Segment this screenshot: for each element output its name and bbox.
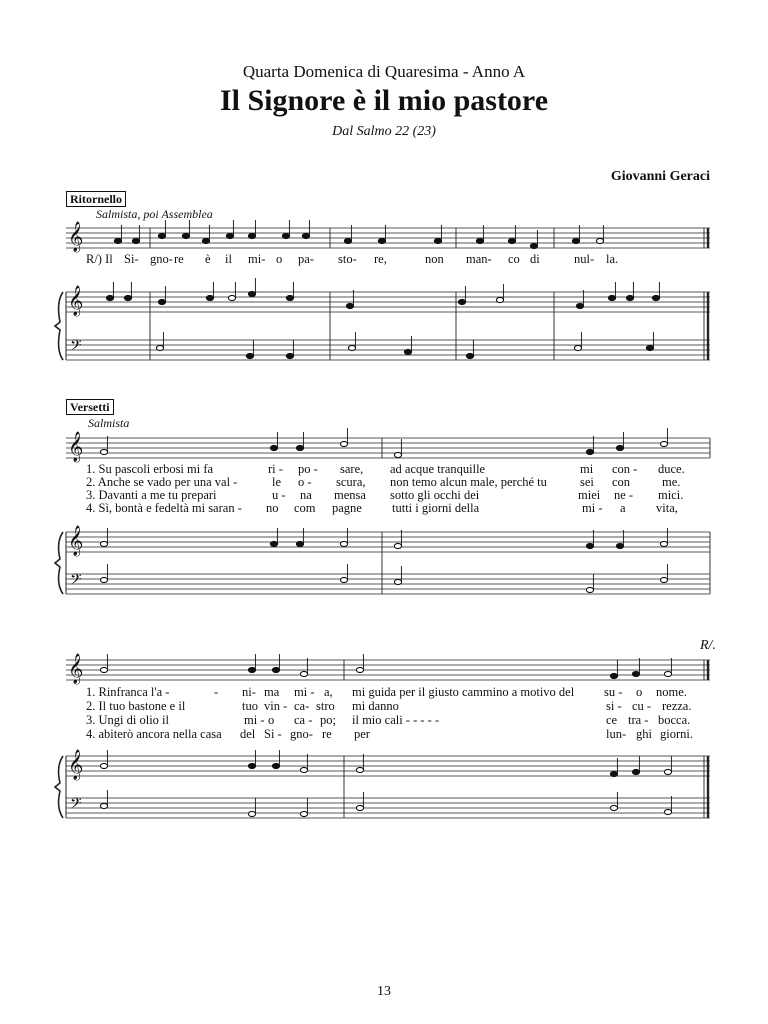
note-head <box>248 667 255 672</box>
note-head <box>340 577 347 582</box>
verse-text: mi - <box>244 713 265 727</box>
note-head <box>300 767 307 772</box>
verse-text: ma <box>264 685 280 699</box>
verse-text: na <box>300 488 312 502</box>
verse-text: sotto gli occhi dei <box>390 488 480 502</box>
lyric-syllable: co <box>508 252 520 266</box>
page-number: 13 <box>377 984 391 999</box>
note-head <box>100 763 107 768</box>
treble-clef-icon: 𝄞 <box>68 432 84 462</box>
note-head <box>574 345 581 350</box>
verse-text: rezza. <box>662 699 692 713</box>
verse-text: le <box>272 475 282 489</box>
lyric-syllable: man- <box>466 252 492 266</box>
psalm-reference: Dal Salmo 22 (23) <box>332 124 436 139</box>
versetti-label: Versetti <box>66 399 114 415</box>
note-head <box>394 579 401 584</box>
verse-text: mi - <box>582 501 603 515</box>
bass-clef-icon: 𝄢 <box>70 571 82 592</box>
verse-text: cu - <box>632 699 652 713</box>
verse-text: po - <box>298 462 318 476</box>
bass-clef-icon: 𝄢 <box>70 337 82 358</box>
verse-text: con - <box>612 462 638 476</box>
verse-text: ca- <box>294 699 310 713</box>
note-head <box>100 667 107 672</box>
verse-text: ghi <box>636 727 652 741</box>
verse-text: com <box>294 501 316 515</box>
verse-text: Si - <box>264 727 282 741</box>
verse-text: 2. Anche se vado per una val - <box>86 475 238 489</box>
verse-text: mi - <box>294 685 315 699</box>
note-head <box>394 543 401 548</box>
note-head <box>496 297 503 302</box>
verse-text: miei <box>578 488 601 502</box>
note-head <box>356 767 363 772</box>
note-head <box>576 303 583 308</box>
lyric-syllable: non <box>425 252 444 266</box>
verse-text: lun- <box>606 727 627 741</box>
note-head <box>458 299 465 304</box>
note-head <box>664 671 671 676</box>
note-head <box>664 769 671 774</box>
verse-text: tra - <box>628 713 649 727</box>
note-head <box>248 233 255 238</box>
lyric-syllable: o <box>276 252 283 266</box>
verse-text: duce. <box>658 462 685 476</box>
note-head <box>660 577 667 582</box>
verse-text: nome. <box>656 685 687 699</box>
note-head <box>646 345 653 350</box>
verse-text: giorni. <box>660 727 693 741</box>
verse-text: po; <box>320 713 336 727</box>
verse-text: ce <box>606 713 618 727</box>
note-head <box>616 543 623 548</box>
verse-text: 4. abiterò ancora nella casa <box>86 727 222 741</box>
lyric-syllable: sto- <box>338 252 357 266</box>
verse-text: mici. <box>658 488 684 502</box>
verse-text: a <box>620 501 626 515</box>
verse-text: non temo alcun male, perché tu <box>390 475 547 489</box>
note-head <box>596 238 603 243</box>
verse-text: stro <box>316 699 335 713</box>
verse-text: ni- <box>242 685 256 699</box>
verse-text: scura, <box>336 475 366 489</box>
verse-text: 1. Su pascoli erbosi mi fa <box>86 462 214 476</box>
note-head <box>608 295 615 300</box>
note-head <box>652 295 659 300</box>
lyric-syllable: nul- <box>574 252 595 266</box>
verse-text: mi danno <box>352 699 399 713</box>
verse-text: sare, <box>340 462 364 476</box>
note-head <box>344 238 351 243</box>
note-head <box>572 238 579 243</box>
note-head <box>158 233 165 238</box>
composer-name: Giovanni Geraci <box>610 169 710 184</box>
verse-text: 1. Rinfranca l'a - <box>86 685 170 699</box>
lyric-syllable: pa- <box>298 252 314 266</box>
bass-clef-icon: 𝄢 <box>70 795 82 816</box>
treble-clef-icon: 𝄞 <box>68 750 84 780</box>
note-head <box>248 763 255 768</box>
note-head <box>272 763 279 768</box>
note-head <box>100 803 107 808</box>
note-head <box>586 543 593 548</box>
note-head <box>508 238 515 243</box>
lyric-syllable: gno- <box>150 252 173 266</box>
note-head <box>206 295 213 300</box>
note-head <box>272 667 279 672</box>
note-head <box>348 345 355 350</box>
lyric-syllable: R/) Il <box>86 252 113 266</box>
note-head <box>586 449 593 454</box>
note-head <box>300 811 307 816</box>
verse-text: ca - <box>294 713 313 727</box>
verse-text: sei <box>580 475 594 489</box>
note-head <box>632 671 639 676</box>
note-head <box>156 345 163 350</box>
note-head <box>378 238 385 243</box>
verse-text: 4. Sì, bontà e fedeltà mi saran - <box>86 501 242 515</box>
note-head <box>610 771 617 776</box>
verse-text: bocca. <box>658 713 691 727</box>
note-head <box>356 667 363 672</box>
verse-text: tutti i giorni della <box>392 501 480 515</box>
verse-text: 3. Ungi di olio il <box>86 713 169 727</box>
page-title: Il Signore è il mio pastore <box>219 84 549 117</box>
verse-text: - <box>214 685 219 699</box>
verse-text: su - <box>604 685 623 699</box>
verse-text: il mio cali - - - - - <box>352 713 440 727</box>
note-head <box>340 441 347 446</box>
note-head <box>248 291 255 296</box>
verse-text: gno- <box>290 727 313 741</box>
note-head <box>530 243 537 248</box>
note-head <box>664 809 671 814</box>
note-head <box>202 238 209 243</box>
treble-clef-icon: 𝄞 <box>68 222 84 252</box>
note-head <box>610 673 617 678</box>
note-head <box>302 233 309 238</box>
verse-text: re <box>322 727 332 741</box>
note-head <box>660 441 667 446</box>
verse-text: 2. Il tuo bastone e il <box>86 699 186 713</box>
note-head <box>100 449 107 454</box>
verse-text: ad acque tranquille <box>390 462 486 476</box>
verse-text: con <box>612 475 631 489</box>
note-head <box>632 769 639 774</box>
note-head <box>434 238 441 243</box>
lyric-syllable: il <box>225 252 232 266</box>
note-head <box>626 295 633 300</box>
note-head <box>270 541 277 546</box>
note-head <box>282 233 289 238</box>
brace <box>55 532 63 594</box>
verse-text: vita, <box>656 501 678 515</box>
note-head <box>466 353 473 358</box>
brace <box>55 292 63 360</box>
verse-text: o <box>268 713 275 727</box>
note-head <box>300 671 307 676</box>
note-head <box>340 541 347 546</box>
verse-text: u - <box>272 488 286 502</box>
note-head <box>114 238 121 243</box>
note-head <box>394 452 401 457</box>
lyric-syllable: la. <box>606 252 619 266</box>
note-head <box>586 587 593 592</box>
note-head <box>296 445 303 450</box>
note-head <box>286 353 293 358</box>
brace <box>55 756 63 818</box>
treble-clef-icon: 𝄞 <box>68 286 84 316</box>
lyric-syllable: è <box>205 252 211 266</box>
versetti-performer: Salmista <box>88 416 130 430</box>
note-head <box>246 353 253 358</box>
ritornello-label: Ritornello <box>66 191 126 207</box>
note-head <box>270 445 277 450</box>
lyric-syllable: di <box>530 252 540 266</box>
note-head <box>346 303 353 308</box>
lyric-syllable: re <box>174 252 184 266</box>
verse-text: o - <box>298 475 312 489</box>
verse-text: per <box>354 727 370 741</box>
verse-text: a, <box>324 685 333 699</box>
verse-text: del <box>240 727 256 741</box>
subtitle: Quarta Domenica di Quaresima - Anno A <box>242 62 526 81</box>
verse-text: o <box>636 685 643 699</box>
note-head <box>226 233 233 238</box>
note-head <box>106 295 113 300</box>
note-head <box>182 233 189 238</box>
ritornello-performers: Salmista, poi Assemblea <box>96 207 213 221</box>
note-head <box>356 805 363 810</box>
note-head <box>100 577 107 582</box>
verse-text: mensa <box>334 488 366 502</box>
note-head <box>132 238 139 243</box>
verse-text: mi guida per il giusto cammino a motivo del <box>352 685 575 699</box>
verse-text: si - <box>606 699 622 713</box>
verse-text: mi <box>580 462 594 476</box>
note-head <box>124 295 131 300</box>
note-head <box>404 349 411 354</box>
treble-clef-icon: 𝄞 <box>68 654 84 684</box>
verse-text: ri - <box>268 462 283 476</box>
note-head <box>228 295 235 300</box>
note-head <box>610 805 617 810</box>
verse-text: pagne <box>332 501 362 515</box>
treble-clef-icon: 𝄞 <box>68 526 84 556</box>
verse-text: me. <box>662 475 681 489</box>
note-head <box>286 295 293 300</box>
verse-text: vin - <box>264 699 288 713</box>
note-head <box>158 299 165 304</box>
lyric-syllable: mi- <box>248 252 266 266</box>
note-head <box>296 541 303 546</box>
verse-text: no <box>266 501 279 515</box>
note-head <box>616 445 623 450</box>
note-head <box>248 811 255 816</box>
verse-text: tuo <box>242 699 258 713</box>
lyric-syllable: Si- <box>124 252 139 266</box>
note-head <box>476 238 483 243</box>
verse-text: ne - <box>614 488 634 502</box>
verse-text: 3. Davanti a me tu prepari <box>86 488 217 502</box>
response-mark: R/. <box>700 638 716 653</box>
note-head <box>660 541 667 546</box>
note-head <box>100 541 107 546</box>
lyric-syllable: re, <box>374 252 387 266</box>
